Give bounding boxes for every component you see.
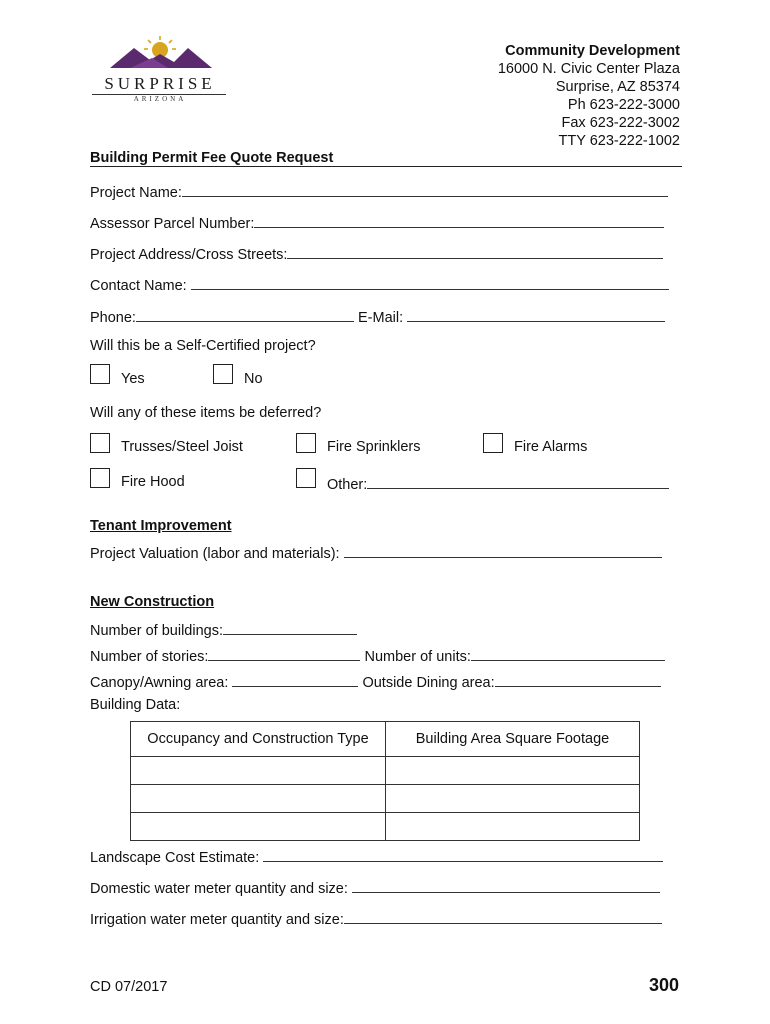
logo-wordmark: SURPRISE bbox=[104, 74, 216, 93]
form-title: Building Permit Fee Quote Request bbox=[90, 150, 334, 166]
address-block bbox=[498, 42, 680, 150]
project-name-field[interactable] bbox=[182, 182, 668, 197]
fax-number: Fax 623-222-3002 bbox=[561, 115, 680, 131]
alarms-label: Fire Alarms bbox=[514, 439, 588, 455]
tenant-heading: Tenant Improvement bbox=[90, 518, 232, 534]
other-checkbox[interactable] bbox=[296, 468, 316, 488]
address-field[interactable] bbox=[287, 244, 663, 259]
area-cell[interactable] bbox=[386, 757, 640, 785]
address-label: Project Address/Cross Streets: bbox=[90, 247, 288, 263]
irrigation-field[interactable] bbox=[344, 909, 662, 924]
canopy-label: Canopy/Awning area: bbox=[90, 675, 229, 691]
buildings-row bbox=[90, 620, 357, 639]
contact-field[interactable] bbox=[191, 275, 669, 290]
other-field[interactable] bbox=[367, 474, 669, 489]
sprinklers-label: Fire Sprinklers bbox=[327, 439, 421, 455]
address-row bbox=[90, 244, 663, 263]
units-field[interactable] bbox=[471, 646, 665, 661]
buildings-field[interactable] bbox=[223, 620, 357, 635]
landscape-label: Landscape Cost Estimate: bbox=[90, 850, 260, 866]
phone-field[interactable] bbox=[136, 307, 354, 322]
logo-subtitle: ARIZONA bbox=[133, 95, 187, 103]
stories-row bbox=[90, 646, 665, 665]
building-data-table bbox=[130, 721, 640, 841]
other-row bbox=[327, 474, 669, 493]
domestic-label: Domestic water meter quantity and size: bbox=[90, 881, 348, 897]
form-code: CD 07/2017 bbox=[90, 979, 168, 995]
contact-label: Contact Name: bbox=[90, 278, 187, 294]
new-construction-heading: New Construction bbox=[90, 594, 215, 610]
units-label: Number of units: bbox=[364, 649, 471, 665]
address-line-1: 16000 N. Civic Center Plaza bbox=[497, 61, 680, 77]
fire-hood-label: Fire Hood bbox=[121, 474, 185, 490]
dining-field[interactable] bbox=[495, 672, 661, 687]
area-cell[interactable] bbox=[386, 785, 640, 813]
no-checkbox[interactable] bbox=[213, 364, 233, 384]
self-cert-question: Will this be a Self-Certified project? bbox=[90, 338, 316, 354]
email-label: E-Mail: bbox=[358, 310, 404, 326]
project-name-row bbox=[90, 182, 668, 201]
stories-label: Number of stories: bbox=[90, 649, 209, 665]
contact-row bbox=[90, 275, 669, 294]
deferred-question: Will any of these items be deferred? bbox=[90, 405, 322, 421]
phone-label: Phone: bbox=[90, 310, 136, 326]
phone-number: Ph 623-222-3000 bbox=[567, 97, 680, 113]
org-name: Community Development bbox=[505, 43, 680, 59]
area-header: Building Area Square Footage bbox=[386, 722, 640, 757]
building-data-label: Building Data: bbox=[90, 697, 181, 713]
parcel-label: Assessor Parcel Number: bbox=[90, 216, 255, 232]
yes-checkbox[interactable] bbox=[90, 364, 110, 384]
email-field[interactable] bbox=[407, 307, 665, 322]
landscape-field[interactable] bbox=[263, 847, 663, 862]
trusses-label: Trusses/Steel Joist bbox=[121, 439, 243, 455]
no-label: No bbox=[244, 371, 263, 387]
dining-label: Outside Dining area: bbox=[362, 675, 495, 691]
surprise-logo bbox=[90, 34, 230, 106]
fire-hood-checkbox[interactable] bbox=[90, 468, 110, 488]
domestic-row bbox=[90, 878, 660, 897]
other-label: Other: bbox=[327, 477, 368, 493]
parcel-row bbox=[90, 213, 664, 232]
irrigation-row bbox=[90, 909, 662, 928]
valuation-label: Project Valuation (labor and materials): bbox=[90, 546, 340, 562]
occupancy-header: Occupancy and Construction Type bbox=[131, 722, 386, 757]
project-name-label: Project Name: bbox=[90, 185, 182, 201]
domestic-field[interactable] bbox=[352, 878, 660, 893]
table-header-row bbox=[131, 722, 640, 757]
alarms-checkbox[interactable] bbox=[483, 433, 503, 453]
occupancy-cell[interactable] bbox=[131, 785, 386, 813]
parcel-field[interactable] bbox=[254, 213, 664, 228]
buildings-label: Number of buildings: bbox=[90, 623, 223, 639]
phone-email-row bbox=[90, 307, 665, 326]
occupancy-cell[interactable] bbox=[131, 813, 386, 841]
sprinklers-checkbox[interactable] bbox=[296, 433, 316, 453]
tty-number: TTY 623-222-1002 bbox=[558, 133, 680, 149]
occupancy-cell[interactable] bbox=[131, 757, 386, 785]
mountain-sun-icon bbox=[90, 34, 230, 76]
landscape-row bbox=[90, 847, 663, 866]
table-row bbox=[131, 757, 640, 785]
area-cell[interactable] bbox=[386, 813, 640, 841]
yes-label: Yes bbox=[121, 371, 145, 387]
address-line-2: Surprise, AZ 85374 bbox=[555, 79, 680, 95]
table-row bbox=[131, 813, 640, 841]
irrigation-label: Irrigation water meter quantity and size: bbox=[90, 912, 344, 928]
stories-field[interactable] bbox=[208, 646, 360, 661]
valuation-row bbox=[90, 543, 662, 562]
form-number: 300 bbox=[649, 975, 680, 995]
canopy-row bbox=[90, 672, 661, 691]
trusses-checkbox[interactable] bbox=[90, 433, 110, 453]
table-row bbox=[131, 785, 640, 813]
canopy-field[interactable] bbox=[232, 672, 358, 687]
valuation-field[interactable] bbox=[344, 543, 662, 558]
